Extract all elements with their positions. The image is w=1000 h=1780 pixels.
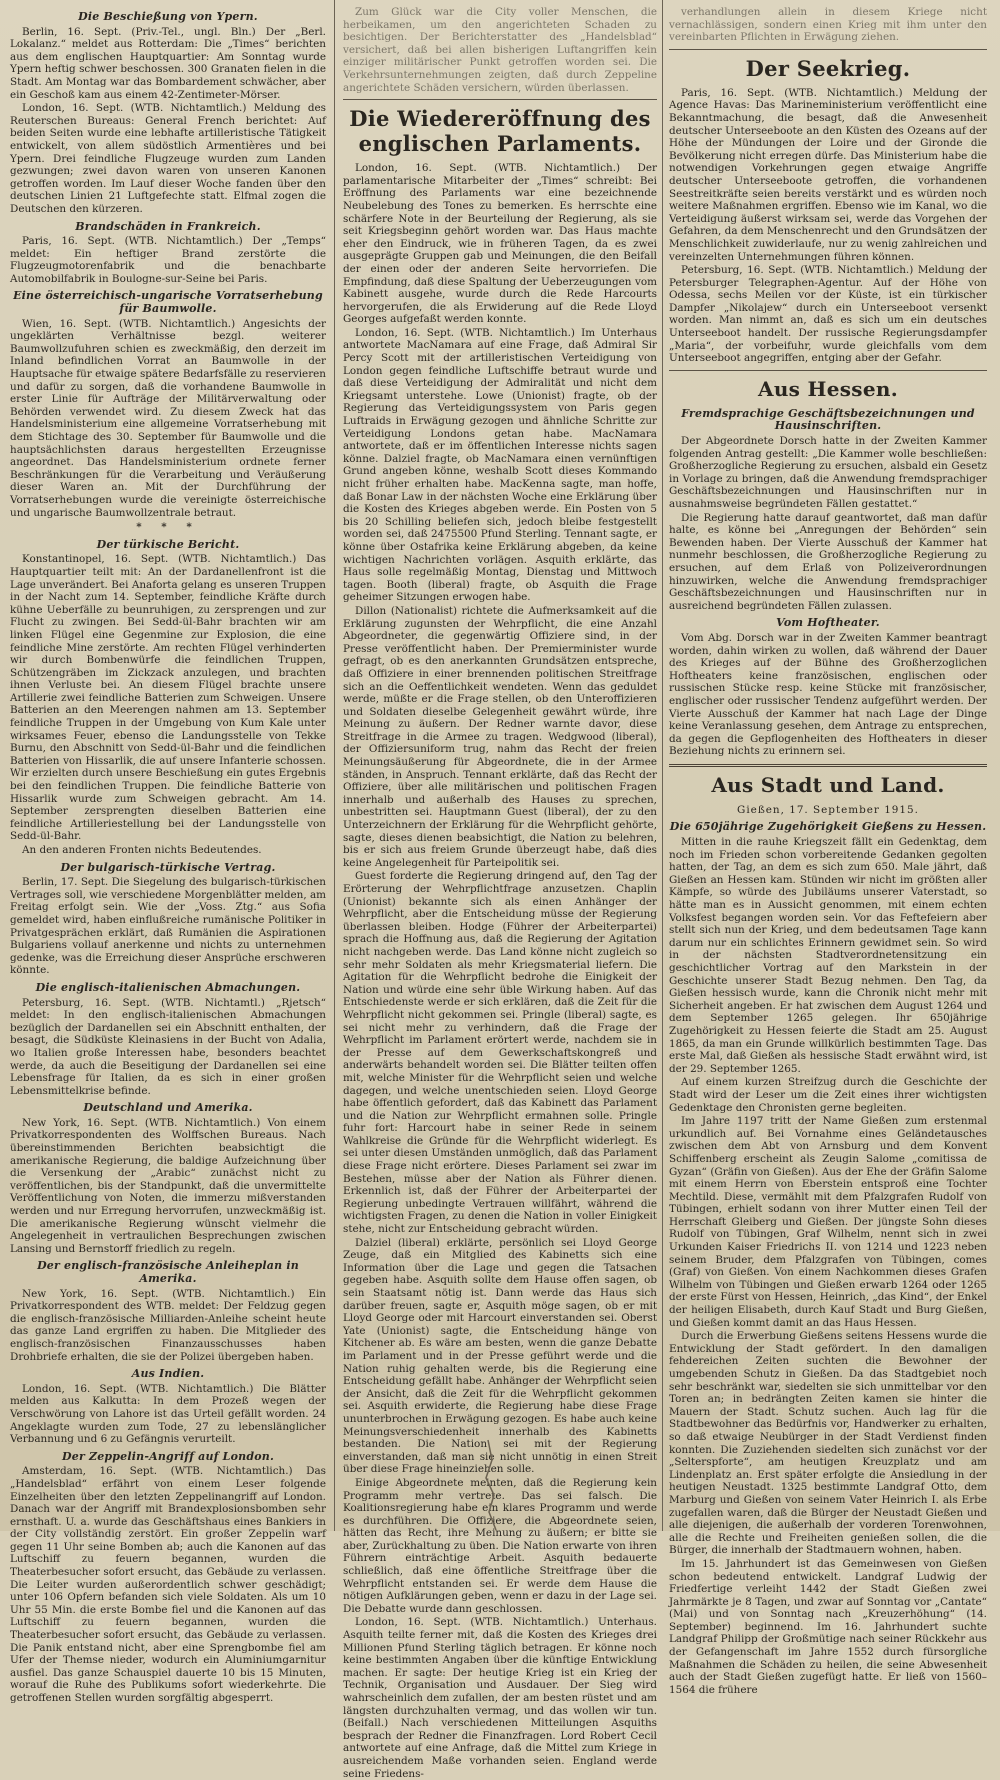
column-rule [662, 0, 663, 1531]
article-text: New York, 16. Sept. (WTB. Nichtamtlich.) Ein Privatkorrespondent des WTB. meldet: Der Feldzug gegen die englisch-französische Milliarden-Anleihe scheint heute das ganze Land ergriffen zu haben. Die Mitglieder des englisch-französischen Finanzausschusses haben Drohbriefe erhalten, die sie der Polizei übergeben haben. [10, 1287, 326, 1363]
article-text: Dalziel (liberal) erklärte, persönlich sei Lloyd George Zeuge, daß ein Mitglied des Kabinetts sich eine Information über die Lage und gegen die Tatsachen gegeben habe. Asquith sollte dem Hause offen sagen, ob sein Staatsamt nötig ist. Dann werde das Haus sich darüber freuen, sagte er, Asquith möge sagen, ob er mit Lloyd George oder mit Harcourt einverstanden sei. Oberst Yate (Unionist) sagte, die Entscheidung hänge von Kitchener ab. Es wäre am besten, wenn die ganze Debatte im Parlament und in der Presse geführt werde und die Nation ruhig gehalten werde, bis die Regierung eine Entscheidung gefällt habe. Anhänger der Wehrpflicht seien der Ansicht, daß die Zeit für die Wehrpflicht gekommen sei. Asquith erwiderte, die Regierung habe diese Frage ununterbrochen in Erwägung gezogen. Es habe auch keine Meinungsverschiedenheit innerhalb des Kabinetts bestanden. Die Nation sei mit der Regierung einverstanden, daß man sie nicht unnötig in einen Streit über diese Frage hineinziehen solle. [343, 1236, 657, 1476]
article-title: Der englisch-französische Anleiheplan in Amerika. [37, 1259, 299, 1285]
article-title: Fremdsprachige Geschäftsbezeichnungen und Hausinschriften. [681, 406, 975, 433]
article-text: London, 16. Sept. (WTB. Nichtamtlich.) Meldung des Reuterschen Bureaus: General French berichtet: Auf beiden Seiten wurde eine lebhafte artilleristische Tätigkeit entwickelt, von allem südöstlich Armentières und bei Ypern. Drei feindliche Flugzeuge wurden zum Landen gezwungen; zwei davon waren von unseren Kanonen getroffen worden. Im Lauf dieser Woche fanden über den deutschen Linien 21 Luftgefechte statt. Elfmal zogen die Deutschen den kürzeren. [10, 102, 326, 215]
article-text: Wien, 16. Sept. (WTB. Nichtamtlich.) Angesichts der ungeklärten Verhältnisse bezgl. weiterer Baumwollzufuhren schien es zweckmäßig, den derzeit im Inland befindlichen Vorrat an Baumwolle in der Hauptsache für etwaige spätere Bedarfsfälle zu reservieren und dafür zu sorgen, daß die vorhandene Baumwolle in erster Linie für Aufträge der Militärverwaltung oder Behörden verwendet wird. Zu diesem Zweck hat das Handelsministerium eine allgemeine Vorratserhebung mit dem Stichtage des 30. September für Baumwolle und die hauptsächlichsten daraus hergestellten Erzeugnisse angeordnet. Das Handelsministerium ordnete ferner Beschränkungen für die Verarbeitung und Veräußerung dieser Waren an. Mit der Durchführung der Vorratserhebungen wurde die vereinigte österreichische und ungarische Baumwollzentrale betraut. [10, 317, 326, 519]
article-text: London, 16. Sept. (WTB. Nichtamtlich.) Im Unterhaus antwortete MacNamara auf eine Frage, daß Admiral Sir Percy Scott mit der artilleristischen Verteidigung von London gegen feindliche Luftschiffe betraut wurde und daß diese Verteidigung der Admiralität und nicht dem Kriegsamt unterstehe. Lowe (Unionist) fragte, ob der Regierung das Verteidigungssystem von Paris gegen Luftraids in Erwägung gezogen und ähnliche Schritte zur Verteidigung Londons getan habe. MacNamara antwortete, daß er im öffentlichen Interesse nichts sagen könne. Dalziel fragte, ob MacNamara einen vernünftigen Grund angeben könne, weshalb Scott dieses Kommando nicht früher erhalten habe. MacKenna sagte, man hoffe, daß Bonar Law in der nächsten Woche eine Erklärung über die Kosten des Krieges abgeben werde. Ein Posten von 5 bis 20 Schilling beliefen sich, jedoch bleibe festgestellt worden sei, daß 2475500 Pfund Sterling. Tennant sagte, er könne über Ostafrika keine Erklärung abgeben, da keine wichtigen Nachrichten vorlägen. Asquith erklärte, das Haus solle regelmäßig Montag, Dienstag und Mittwoch tagen. Booth (liberal) fragte, ob Asquith die Frage geheimer Sitzungen erwogen habe. [343, 326, 657, 604]
article-text: London, 16. Sept. (WTB. Nichtamtlich.) Die Blätter melden aus Kalkutta: In dem Prozeß wegen der Verschwörung von Lahore ist das Urteil gefällt worden. 24 Angeklagte wurden zum Tode, 27 zu lebenslänglicher Verbannung und 6 zu Gefängnis verurteilt. [10, 1382, 326, 1446]
article-title: Aus Indien. [131, 1367, 205, 1381]
section-headline: Aus Stadt und Land. [711, 772, 945, 797]
article-text: Einige Abgeordnete meinten, daß die Regierung kein Programm mehr vertrete. Das sei falsch. Die Koalitionsregierung habe ein klares Programm und werde es durchführen. Die Offiziere, die Abgeordnete seien, hätten das Recht, ihre Meinung zu äußern; er bitte sie aber, Zurückhaltung zu üben. Die Nation erwarte von ihren Führern einträchtige Arbeit. Asquith bedauerte schließlich, daß eine öffentliche Streitfrage über die Wehrpflicht entstanden sei. Er werde dem Hause die nötigen Aufklärungen geben, wenn er dazu in der Lage sei. Die Debatte wurde dann geschlossen. [343, 1476, 657, 1615]
article-text: Durch die Erwerbung Gießens seitens Hessens wurde die Entwicklung der Stadt gefördert. In den damaligen fehdereichen Zeiten suchten die Bewohner der umgebenden Schutz in Gießen. Da das Stadtgebiet noch sehr beschränkt war, siedelten sie sich unmittelbar vor den Toren an; in bedrängten Zeiten kamen sie hinter die Mauern der Stadt. Schutz suchen. Auch lag für die Stadtbewohner das Bedürfnis vor, Handwerker zu erhalten, so daß etwaige Neubürger in der Stadt Verdienst finden konnten. Die Zuziehenden siedelten sich zunächst vor der „Selterspforte“, am heutigen Kreuzplatz und am Lindenplatz an. Erst später erfolgte die Ansiedlung in der heutigen Neustadt. 1325 bestimmte Landgraf Otto, dem Marburg und Gießen von seinem Vater Heinrich I. als Erbe zugefallen waren, daß die Bürger der Neustadt Gießen und alle diejenigen, die außerhalb der vorderen Torenwohnen, alle die Rechte und Freiheiten genießen sollen, die die Bürger, die innerhalb der Stadtmauern wohnen, haben. [669, 1330, 987, 1557]
article-text: London, 16. Sept. (WTB. Nichtamtlich.) Der parlamentarische Mitarbeiter der „Times“ schreibt: Bei Eröffnung des Parlaments war eine bezeichnende Neubelebung des Tones zu bemerken. Es herrschte eine schärfere Note in der Beurteilung der Regierung, als sie seit Kriegsbeginn gehört worden war. Das Haus machte eher den Eindruck, wie in früheren Tagen, da es zwei ausgeprägte Gruppen gab und Meinungen, die den Beifall der einen oder der anderen Seite hervorriefen. Die Empfindung, daß diese Spaltung der Ueberzeugungen vom Kabinett ausgehe, wurde durch die Rede Harcourts hervorgerufen, die als Erwiderung auf die Rede Lloyd Georges aufgefaßt werden konnte. [343, 162, 657, 326]
article-text: Paris, 16. Sept. (WTB. Nichtamtlich.) Der „Temps“ meldet: Ein heftiger Brand zerstörte die Flugzeugmotorenfabrik und die benachbarte Automobilfabrik in Boulogne-sur-Seine bei Paris. [10, 235, 326, 285]
article-text: London, 16. Sept. (WTB. Nichtamtlich.) Unterhaus. Asquith teilte ferner mit, daß die Kosten des Krieges drei Millionen Pfund Sterling täglich betragen. Er könne noch keine bestimmten Angaben über die künftige Entwicklung machen. Er sagte: Der heutige Krieg ist ein Krieg der Technik, Organisation und Ausdauer. Der Sieg wird wahrscheinlich dem zufallen, der am besten rüstet und am längsten durchzuhalten vermag, und das wollen wir tun. (Beifall.) Nach verschiedenen Mitteilungen Asquiths besprach der Redner die Finanzfragen. Lord Robert Cecil antwortete auf eine Anfrage, daß die Mittel zum Kriege in ausreichendem Maße vorhanden seien. England werde seine Friedens- [343, 1616, 657, 1780]
article-title: Brandschäden in Frankreich. [75, 219, 261, 233]
article-title: Der Zeppelin-Angriff auf London. [62, 1449, 274, 1463]
article-title: Die Beschießung von Ypern. [78, 10, 258, 23]
article-text: Konstantinopel, 16. Sept. (WTB. Nichtamtlich.) Das Hauptquartier teilt mit: An der Dardanellenfront ist die Lage unverändert. Bei Anaforta gelang es unseren Truppen in der Nacht zum 14. September, feindliche Kräfte durch kühne Ueberfälle zu beunruhigen, zu zersprengen und zur Flucht zu zwingen. Bei Sedd-ül-Bahr brachten wir am linken Flügel eine Gegenmine zur Explosion, die eine feindliche Mine zerstörte. Am rechten Flügel verhinderten wir durch Bombenwürfe die feindlichen Truppen, Schützengräben im Zickzack anzulegen, und brachten ihnen Verluste bei. An diesem Flügel brachte unsere Artillerie zwei feindliche Batterien zum Schweigen. Unsere Batterien an den Meerengen nahmen am 13. September feindliche Truppen in der Umgebung von Kum Kale unter wirksames Feuer, ebenso die Landungsstelle von Tekke Burnu, den Abschnitt von Sedd-ül-Bahr und die feindlichen Batterien von Hissarlik, die auf unsere Infanterie schossen. Wir erzielten durch unsere Beschießung ein gutes Ergebnis bei den feindlichen Truppen. Die feindliche Batterie von Hissarlik wurde zum Schweigen gebracht. Am 14. September zersprengten dieselben Batterien eine feindliche Artilleriestellung bei der Landungsstelle von Sedd-ül-Bahr. [10, 553, 326, 843]
article-title: Die englisch-italienischen Abmachungen. [35, 980, 301, 994]
article-text: Amsterdam, 16. Sept. (WTB. Nichtamtlich.) Das „Handelsblad“ erfährt von einem Leser folgende Einzelheiten über den letzten Zeppelinangriff auf London. Danach war der Angriff mit Brandexplosionsbomben sehr ernsthaft. U. a. wurde das Geschäftshaus eines Bankiers in der City vollständig zerstört. Ein großer Zeppelin warf gegen 11 Uhr seine Bomben ab; auch die Kanonen auf das Luftschiff zu feuern begannen, wurden die Theaterbesucher sofort ersucht, das Gebäude zu verlassen. Die Leiter wurden außerordentlich schwer geschädigt; unter 106 Opfern befanden sich viele Soldaten. Als um 10 Uhr 55 Min. die erste Bombe fiel und die Kanonen auf das Luftschiff zu feuern begannen, wurden die Theaterbesucher sofort ersucht, das Gebäude zu verlassen. Die Panik entstand nicht, aber eine Sprengbombe fiel am Ufer der Themse nieder, wodurch ein Aluminiumgarnitur ausfiel. Das ganze Schauspiel dauerte 10 bis 15 Minuten, worauf die Ruhe des Publikums sofort wiederkehrte. Die getroffenen Stellen wurden sorgfältig abgesperrt. [10, 1465, 326, 1704]
article-text: An den anderen Fronten nichts Bedeutendes. [22, 844, 262, 856]
article-text: Die Regierung hatte darauf geantwortet, daß man dafür halte, es könne bei „Anregungen der Behörden“ sein Bewenden haben. Der Vierte Ausschuß der Kammer hat nunmehr beschlossen, die Großherzogliche Regierung zu ersuchen, auf dem Erlaß von Polizeiverordnungen hinzuwirken, welche die Anwendung fremdsprachiger Geschäftsbezeichnungen und Hausinschriften nur in ausreichend begründeten Fällen zulassen. [669, 511, 987, 612]
article-title: Der türkische Bericht. [96, 537, 240, 551]
section-headline: Aus Hessen. [758, 376, 898, 401]
article-title: Die 650jährige Zugehörigkeit Gießens zu Hessen. [669, 820, 987, 834]
divider [669, 370, 987, 371]
column-right [669, 6, 987, 1696]
article-text: Im 15. Jahrhundert ist das Gemeinwesen von Gießen schon bedeutend entwickelt. Landgraf Ludwig der Friedfertige verleiht 1442 der Stadt Gießen zwei Jahrmärkte je 8 Tagen, und zwar auf Sonntag vor „Cantate“ (Mai) und von Sonntag nach „Kreuzerhöhung“ (14. September) beginnend. Im 16. Jahrhundert suchte Landgraf Philipp der Großmütige nach seiner Rückkehr aus der Gefangenschaft im Jahre 1552 durch fürsorgliche Maßnahmen die Schäden zu heilen, die seine Abwesenheit auch der Stadt Gießen zugefügt hatte. Er ließ von 1560–1564 die frühere [669, 1557, 987, 1696]
divider [669, 49, 987, 50]
article-text: Petersburg, 16. Sept. (WTB. Nichtamtlich.) Meldung der Petersburger Telegraphen-Agentur. Auf der Höhe von Odessa, sechs Meilen vor der Küste, ist ein türkischer Dampfer „Nikolajew“ durch ein Unterseeboot versenkt worden. Man nimmt an, daß es sich um ein deutsches Unterseeboot handelt. Der russische Regierungsdampfer „Maria“, der vorbeifuhr, wurde gleichfalls vom dem Unterseeboot angegriffen, entging aber der Gefahr. [669, 264, 987, 365]
article-title: Vom Hoftheater. [776, 616, 880, 630]
article-text: verhandlungen allein in diesem Kriege nicht vernachlässigen, sondern einen Krieg mit ihm unter den vereinbarten Pflichten in Erwägung ziehen. [669, 6, 987, 44]
article-headline: Die Wiedereröffnung des englischen Parlaments. [349, 106, 651, 157]
article-text: Mitten in die rauhe Kriegszeit fällt ein Gedenktag, dem noch im Frieden schon vorbereitende Gedanken gegolten hatten, der Tag, an dem es sich zum 650. Male jährt, daß Gießen an Hessen kam. Stünden wir nicht im größten aller Kämpfe, so würde des Jubiläums unserer Vaterstadt, so hätte man es in Aussicht genommen, mit einem echten Volksfest begangen worden sein. Vor das Feftefeiern aber stellt sich nun der Krieg, und dem bedeutsamen Tage kann darum nur ein schlichtes Erinnern gewidmet sein. So wird in der nächsten Stadtverordnetensitzung ein geschichtlicher Vortrag auf den Markstein in der Geschichte unserer Stadt Bezug nehmen. Den Tag, da Gießen hessisch wurde, kann die Chronik nicht mehr mit Sicherheit angeben. Er hat zwischen dem August 1264 und dem September 1265 gelegen. Ihr 650jährige Zugehörigkeit zu Hessen feierte die Stadt am 25. August 1865, da man ein Grunde willkürlich bestimmten Tage. Das erste Mal, daß Gießen als hessische Stadt erwähnt wird, ist der 29. September 1265. [669, 836, 987, 1075]
article-text: Berlin, 17. Sept. Die Siegelung des bulgarisch-türkischen Vertrages soll, wie verschiedene Morgenblätter melden, am Freitag erfolgt sein. Wie der „Voss. Ztg.“ aus Sofia gemeldet wird, haben einflußreiche rumänische Politiker in Privatgesprächen erklärt, daß Rumänien die Aspirationen Bulgariens vollauf anerkenne und nichts zu unternehmen gedenke, was die Erreichung dieser Ansprüche erschweren könnte. [10, 876, 326, 977]
divider [343, 99, 657, 100]
article-text: Petersburg, 16. Sept. (WTB. Nichtamtl.) „Rjetsch“ meldet: In den englisch-italienischen Abmachungen bezüglich der Dardanellen sei ein Abschnitt enthalten, der besagt, die Südküste Kleinasiens in der Bucht von Adalia, wo Italien große Interessen habe, besonders beachtet werde, da auch die Beseitigung der Dardanellen sei eine Lebensfrage für Italien, da es sich in einer großen Lebensmittelkrise befinde. [10, 996, 326, 1097]
divider [669, 764, 987, 767]
section-headline: Der Seekrieg. [745, 55, 911, 81]
article-text: Der Abgeordnete Dorsch hatte in der Zweiten Kammer folgenden Antrag gestellt: „Die Kammer wolle beschließen: Großherzogliche Regierung zu ersuchen, alsbald ein Gesetz in Vorlage zu bringen, daß die Anwendung fremdsprachiger Geschäftsbezeichnungen und Hausinschriften nur in ausnahmsweise begründeten Fällen gestattet.“ [669, 435, 987, 510]
section-stars: * * * [136, 521, 200, 534]
article-text: Guest forderte die Regierung dringend auf, den Tag der Erörterung der Wehrpflichtfrage anzusetzen. Chaplin (Unionist) bekannte sich als einen Anhänger der Wehrpflicht, aber die Entscheidung müsse der Regierung überlassen bleiben. Hodge (Führer der Arbeiterpartei) sprach die Hoffnung aus, daß die Regierung der Agitation nicht nachgeben werde. Das Land könne nicht zugleich so sehr mehr Soldaten als mehr Kriegsmaterial liefern. Die Agitation für die Wehrpflicht bedrohe die Einigkeit der Nation und würde eine sehr üble Wirkung haben. Auf das Entschiedenste werde er sich erklären, daß die Zeit für die Wehrpflicht nicht gekommen sei. Pringle (liberal) sagte, es sei nicht mehr zu verhindern, daß die Frage der Wehrpflicht im Parlament erörtert werde, nachdem sie in der Presse auf dem Gewerkschaftskongreß und anderwärts behandelt worden sei. Die Blätter teilten offen mit, welche Minister für die Wehrpflicht seien und welche dagegen, und welche unentschieden seien. Lloyd George habe öffentlich gefordert, daß das Kabinett das Parlament und die Nation zur Wehrpflicht ermahnen solle. Pringle fuhr fort: Harcourt habe in seiner Rede in seinem Wahlkreise die Gründe für die Wehrpflicht widerlegt. Es sei unter diesen Umständen unmöglich, daß das Parlament diese Frage nicht erörtere. Dieses Parlament sei zwar im Bestehen, müsse aber der Nation als Führer dienen. Erkennlich ist, daß der Führer der Arbeiterpartei der Regierung unbedingte Vertrauen willfährt, während die wichtigsten Fragen, zu denen die Nation in voller Einigkeit stehe, nicht zur Entscheidung gebracht würden. [343, 870, 657, 1236]
article-text: Dillon (Nationalist) richtete die Aufmerksamkeit auf die Erklärung zugunsten der Wehrpflicht, die eine Anzahl Abgeordneter, die gegenwärtig Offiziere sind, in der Presse veröffentlicht haben. Der Premierminister wurde gefragt, ob es den anerkannten Grundsätzen entspreche, daß Offiziere in einer brennenden politischen Streitfrage sich an die Oeffentlichkeit wendeten. Wenn das geduldet werde, müßte er die Frage stellen, ob den Unteroffizieren und Soldaten dieselbe Gelegenheit gewährt würde, ihre Meinung zu äußern. Der Redner warnte davor, diese Streitfrage in die Armee zu tragen. Wedgwood (liberal), der Offiziersuniform trug, nahm das Recht der freien Meinungsäußerung für Abgeordnete, die in der Armee ständen, in Anspruch. Tennant erklärte, daß das Recht der Offiziere, über alle militärischen und politischen Fragen innerhalb und außerhalb des Hauses zu sprechen, unbestritten sei. Hauptmann Guest (liberal), der zu den Unterzeichnern der Erklärung für die Wehrpflicht gehörte, sagte, dieses dienen beabsichtigt, die Nation zu belehren, bis er sich aus freiem Grunde überzeugt habe, daß dies keine Angelegenheit für Parteipolitik sei. [343, 604, 657, 869]
article-text: Vom Abg. Dorsch war in der Zweiten Kammer beantragt worden, dahin wirken zu wollen, daß während der Dauer des Krieges auf der Bühne des Großherzoglichen Hoftheaters keine französischen, englischen oder russischen Stücke resp. keine Stücke mit französischer, englischer oder russischer Tendenz aufgeführt werden. Der Vierte Ausschuß der Kammer hat nach Lage der Dinge keine Veranlassung gesehen, dem Antrage zu entsprechen, da gegen die Gepflogenheiten des Hoftheaters in dieser Beziehung nichts zu erinnern sei. [669, 631, 987, 758]
dateline: Gießen, 17. September 1915. [737, 803, 919, 816]
article-title: Eine österreichisch-ungarische Vorratserhebung für Baumwolle. [13, 289, 323, 316]
article-text: New York, 16. Sept. (WTB. Nichtamtlich.) Von einem Privatkorrespondenten des Wolffschen Bureaus. Nach übereinstimmenden Berichten beabsichtigt die amerikanische Regierung, die baldige Aufzeichnung über die Versenkung der „Arabic“ zunächst nicht zu veröffentlichen, bis der Standpunkt, daß die unvermittelte Veröffentlichung von Noten, die immerzu mißverstanden werden und nur Erregung hervorrufen, unzweckmäßig ist. Die amerikanische Regierung wünscht vielmehr die Angelegenheit in vertraulichen Besprechungen zwischen Lansing und Bernstorff friedlich zu regeln. [10, 1116, 326, 1255]
article-title: Der bulgarisch-türkische Vertrag. [60, 860, 276, 874]
column-rule [334, 0, 335, 1531]
article-title: Deutschland und Amerika. [83, 1101, 253, 1115]
article-text: Auf einem kurzen Streifzug durch die Geschichte der Stadt wird der Leser um die Zeit eines ihrer wichtigsten Gedenktage den Chronisten gerne begleiten. [669, 1076, 987, 1114]
paper-tear-mark [470, 1440, 510, 1530]
article-text: Zum Glück war die City voller Menschen, die herbeikamen, um den angerichteten Schaden zu besichtigen. Der Berichterstatter des „Handelsblad“ versichert, daß bei allen bisherigen Luftangriffen kein einziger militärischer Punkt getroffen worden sei. Die Verkehrsunternehmungen zeigten, daß durch Zeppeline angerichtete Schäden versichern, würden überlassen. [343, 6, 657, 94]
article-text: Berlin, 16. Sept. (Priv.-Tel., ungl. Bln.) Der „Berl. Lokalanz.“ meldet aus Rotterdam: Die „Times“ berichten aus dem englischen Hauptquartier: Am Sonntag wurde Ypern heftig schwer beschossen. 300 Granaten fielen in die Stadt. Am Montag war das Bombardement schwächer, aber ein Geschoß kam aus einem 42-Zentimeter-Mörser. [10, 25, 326, 101]
column-left [10, 6, 326, 1704]
article-text: Paris, 16. Sept. (WTB. Nichtamtlich.) Meldung der Agence Havas: Das Marineministerium veröffentlicht eine Bekanntmachung, die besagt, daß die Anwesenheit deutscher Unterseeboote an den Küsten des Ozeans auf der Höhe der Mündungen der Loire und der Gironde die Bevölkerung nicht erregen dürfe. Das Ministerium habe die notwendigen Vorkehrungen gegen etwaige Angriffe deutscher Unterseeboote getroffen, die vorhandenen Seestreitkräfte seien bereits verstärkt und es würden noch weitere Maßnahmen ergriffen. Ebenso wie im Kanal, wo die Verteidigung äußerst wirksam sei, werde das Vorgehen der Gefahren, da dem Menschenrecht und den Grundsätzen der Menschlichkeit zuwiderlaufe, nur zu wenig zahlreichen und vereinzelten Unternehmungen führen können. [669, 86, 987, 263]
column-middle [343, 6, 657, 1780]
article-text: Im Jahre 1197 tritt der Name Gießen zum erstenmal urkundlich auf. Bei Vornahme eines Geländetausches zwischen dem Abt von Arnsburg und dem Konvent Schiffenberg erscheint als Zeugin Salome „comitissa de Gyzan“ (Gräfin von Gießen). Aus der Ehe der Gräfin Salome mit einem Herrn von Eberstein entsproß eine Tochter Mechtild. Diese, vermählt mit dem Pfalzgrafen Rudolf von Tübingen, erhielt sodann von ihrer Mutter einen Teil der Herrschaft Gleiberg und Gießen. Der jüngste Sohn dieses Rudolf von Tübingen, Graf Wilhelm, nennt sich in zwei Urkunden Kaiser Friedrichs II. von 1214 und 1223 neben seinem Bruder, dem Pfalzgrafen von Tübingen, comes (Graf) von Gießen. Von einem Nachkommen dieses Grafen Wilhelm von Tübingen und Gießen erwarb 1264 oder 1265 der erste Fürst von Hessen, Heinrich, „das Kind“, der Enkel der heiligen Elisabeth, durch Kauf Stadt und Burg Gießen, und Gießen kommt damit an das Haus Hessen. [669, 1115, 987, 1329]
